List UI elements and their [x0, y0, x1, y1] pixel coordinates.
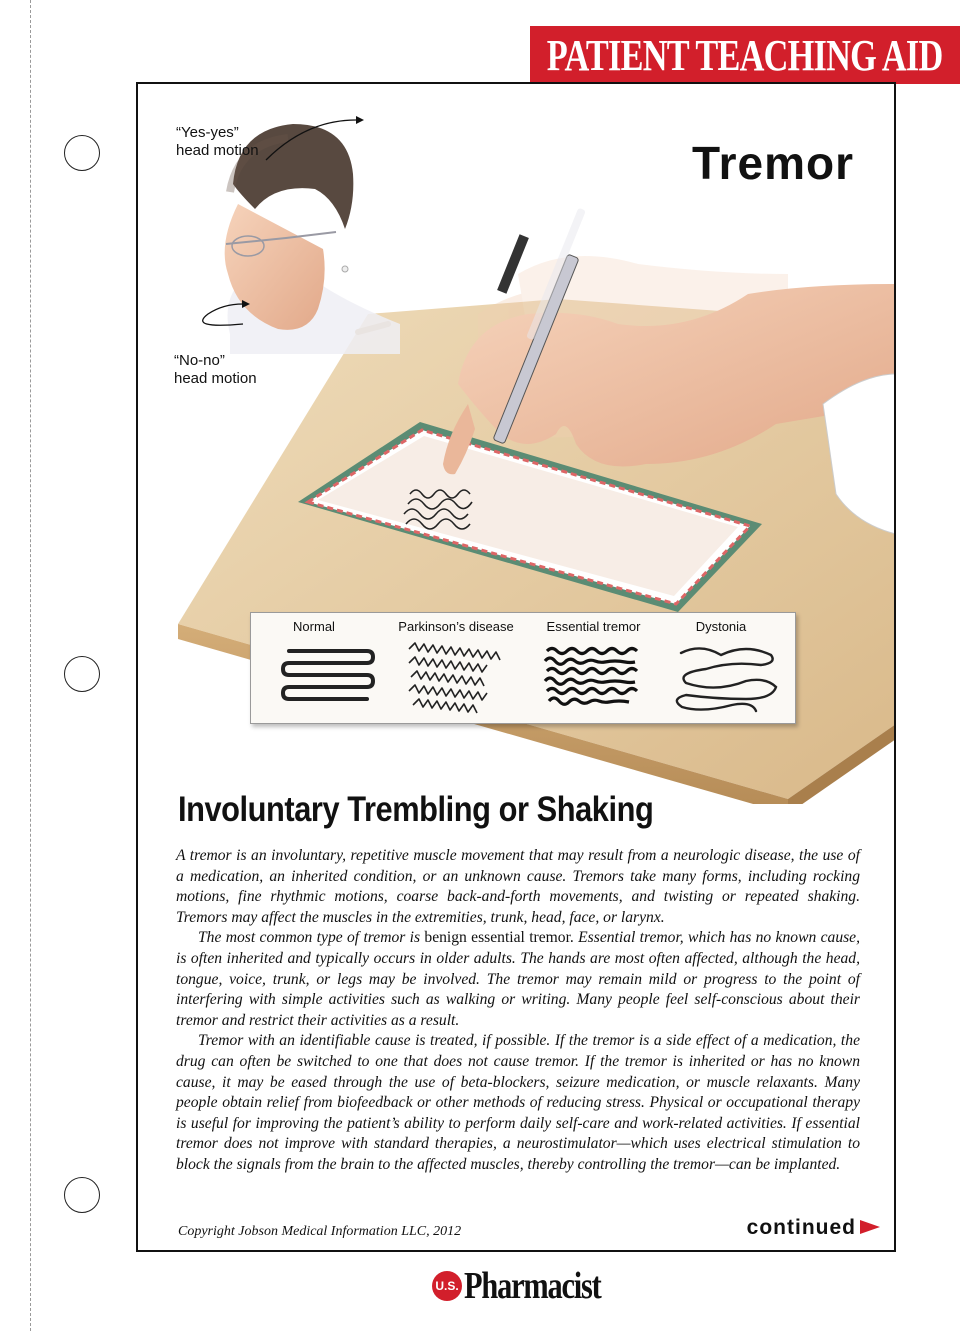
dystonia-handwriting-sample	[671, 639, 781, 715]
continued-arrow-icon[interactable]	[860, 1220, 880, 1234]
copyright-notice: Copyright Jobson Medical Information LLC, 2012	[178, 1224, 462, 1239]
paragraph-2-lead: The most common type of tremor is	[198, 929, 425, 947]
paragraph-2-term: benign essential tremor.	[424, 929, 574, 947]
no-no-label-line2: head motion	[174, 370, 257, 387]
yes-yes-label-line2: head motion	[176, 142, 259, 159]
logo-name: Pharmacist	[464, 1265, 601, 1307]
sample-label-normal: Normal	[293, 619, 335, 634]
article-heading: Involuntary Trembling or Shaking	[178, 790, 654, 829]
paragraph-3: Tremor with an identifiable cause is treated, if possible. If the tremor is a side effect of a medication, the drug can often be switched to one that does not cause tremor. If the tremor is inherited or has no known cause, it may be eased through the use of beta-blockers, seizure medication, or muscle relaxants. Many people obtain relief from biofeedback or other methods of reducing stress. Physical or occupational therapy is useful for improving the patient’s ability to perform daily self-care and work-related activities. If essential tremor does not improve with standard therapies, a neurostimulator—which uses electrical stimulation to block the signals from the brain to the affected muscles, thereby controlling the tremor—can be implanted.	[176, 1032, 860, 1173]
us-pharmacist-logo	[432, 1262, 635, 1310]
no-no-head-motion-label	[174, 352, 257, 388]
paragraph-1: A tremor is an involuntary, repetitive muscle movement that may result from a neurologic disease, the use of a medication, an inherited condition, or an unknown cause. Tremors take many forms, including rocking motions, fine rhythmic motions, coarse back-and-forth movements, and twisting or repeated shaking. Tremors may affect the muscles in the extremities, trunk, head, face, or larynx.	[176, 847, 860, 926]
logo-badge: U.S.	[432, 1271, 462, 1301]
tremor-title: Tremor	[692, 137, 854, 189]
sample-label-dystonia: Dystonia	[695, 619, 747, 634]
normal-handwriting-sample	[279, 639, 379, 715]
yes-yes-head-motion-label	[176, 124, 259, 160]
no-no-label-line1: “No-no”	[174, 352, 225, 369]
patient-teaching-aid-banner	[530, 26, 960, 84]
banner-text: PATIENT TEACHING AID	[547, 30, 943, 80]
perforation-line	[30, 0, 31, 1331]
sample-label-essential-tremor: Essential tremor	[546, 619, 641, 634]
paragraph-2	[176, 928, 860, 1031]
handwriting-samples-panel	[250, 612, 796, 724]
binder-hole-top	[64, 135, 100, 171]
sample-label-parkinsons: Parkinson’s disease	[398, 619, 514, 634]
continued-link[interactable]: continued	[746, 1216, 856, 1239]
handout-frame	[136, 82, 896, 1252]
paragraph-2-rest: Essential tremor, which has no known cause, is often inherited and typically occurs in older adults. The hands are most often affected, although the head, tongue, voice, trunk, or legs may be involved. The tremor may remain mild or progress to the point of interfering with simple activities such as walking or writing. Many people feel self-conscious about their tremor and restrict their activities as a result.	[176, 929, 861, 1029]
binder-hole-middle	[64, 656, 100, 692]
yes-yes-label-line1: “Yes-yes”	[176, 124, 239, 141]
article-body	[176, 846, 860, 1176]
binder-hole-bottom	[64, 1177, 100, 1213]
parkinsons-handwriting-sample	[403, 639, 513, 715]
essential-tremor-handwriting-sample	[541, 639, 641, 715]
